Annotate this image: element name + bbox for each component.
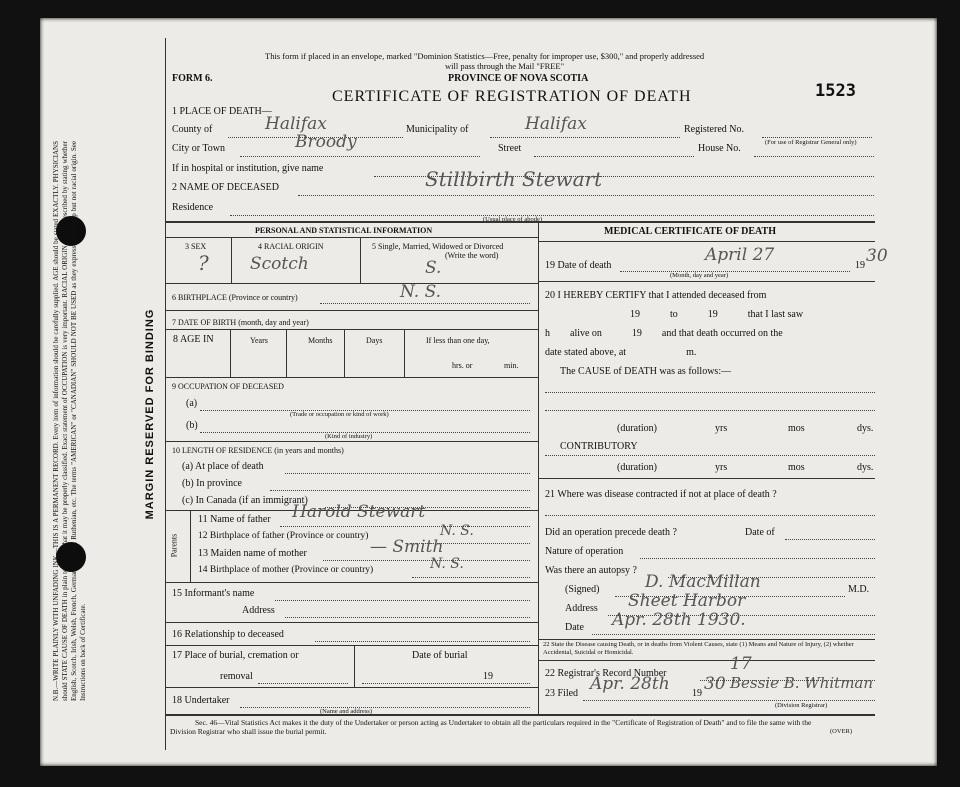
registered-note: (For use of Registrar General only) [765,139,857,146]
operation-date-label: Date of [745,527,775,538]
months-label: Months [308,336,333,345]
marital-label: 5 Single, Married, Widowed or Divorced [372,242,504,251]
mail-notice: This form if placed in an envelope, marked "Dominion Statistics—Free, penalty for improper use, $300," and properly addressed [265,51,705,61]
cause-mos: mos [788,423,805,434]
registrar-signature: Bessie B. Whitman [730,674,874,692]
physician-date-label: Date [565,622,584,633]
certificate-title: CERTIFICATE OF REGISTRATION OF DEATH [332,88,692,105]
record-number-label: 22 Registrar's Record Number [545,668,667,679]
cause-duration: (duration) [617,423,657,434]
filed-label: 23 Filed [545,688,579,699]
street-label: Street [498,143,522,154]
occupation-label: 9 OCCUPATION OF DECEASED [172,382,284,391]
autopsy-label: Was there an autopsy ? [545,565,637,576]
marital-note: (Write the word) [445,251,499,260]
municipality-value: Halifax [525,114,587,134]
hospital-label: If in hospital or institution, give name [172,163,324,174]
hrs-label: hrs. or [452,361,473,370]
relationship-label: 16 Relationship to deceased [172,629,284,640]
racial-origin-label: 4 RACIAL ORIGIN [258,242,324,251]
form-number: FORM 6. [172,73,213,84]
deceased-name-value: Stillbirth Stewart [425,167,603,191]
filed-date-value: Apr. 28th [590,674,670,694]
record-number-value: 17 [730,654,752,674]
burial-date-label: Date of burial [412,650,468,661]
birthplace-label: 6 BIRTHPLACE (Province or country) [172,293,298,302]
deceased-name-label: 2 NAME OF DECEASED [172,182,279,193]
city-value: Broody [295,132,357,152]
burial-year-label: 19 [483,671,493,682]
residence-b: (b) In province [182,478,242,489]
mother-birthplace-label: 14 Birthplace of mother (Province or country) [198,565,374,575]
sex-value: ? [198,251,209,275]
death-year-prefix: 19 [855,260,865,271]
undertaker-label: 18 Undertaker [172,695,230,706]
signed-label: (Signed) [565,584,600,595]
county-label: County of [172,124,213,135]
footer-text: Sec. 46—Vital Statistics Act makes it the duty of the Undertaker or person acting as Undertaker to obtain all the particulars required in the "Certificate of Registration of Death" and to file the same with the Division Registrar who shall issue the burial permit. [170,718,812,736]
residence-note: (Usual place of abode) [483,216,543,223]
operation-label: Did an operation precede death ? [545,527,677,538]
city-label: City or Town [172,143,226,154]
sex-label: 3 SEX [185,242,207,251]
residence-label: Residence [172,202,214,213]
occupation-b: (b) [186,420,198,431]
margin-binding-label: MARGIN RESERVED FOR BINDING [144,308,156,520]
mother-birthplace-value: N. S. [430,556,464,572]
physician-address-label: Address [565,603,598,614]
cause-of-death-label: The CAUSE of DEATH was as follows:— [560,366,732,377]
registrar-note: (Division Registrar) [775,702,828,709]
disease-contracted-label: 21 Where was disease contracted if not at place of death ? [545,489,777,500]
father-name-value: Harold Stewart [292,502,426,522]
contributory-mos: mos [788,462,805,473]
filed-year-value: 30 [704,674,726,694]
date-of-death-label: 19 Date of death [545,260,612,271]
certificate-page [40,18,937,766]
father-birthplace-value: N. S. [440,523,474,539]
physician-date-value: Apr. 28th 1930. [612,610,746,630]
margin-instructions: N.B.—WRITE PLAINLY WITH UNFADING INK—THIS IS A PERMANENT RECORD. Every item of information should be carefully supplied. AGE should be stated EXACTLY. PHYSICIANS should STATE CAUSE OF DEATH in plain terms, so that it may be properly classified. Exact statement of OCCUPATION is very important. RACIAL ORIGIN will be described by stating whether English, Scotch, Irish, Welsh, French, German, Russian, Ruthenian, etc. The terms "AMERICAN" or "CANADIAN" SHOULD NOT BE USED as they express citizenship but not racial origin. See Instructions on back of Certificate. [52,141,87,701]
contributory-duration: (duration) [617,462,657,473]
date-of-death-value: April 27 [705,245,775,265]
marital-value: S. [425,258,442,278]
attended-dates-text: 19 to 19 that I last saw [630,309,804,320]
house-label: House No. [698,143,741,154]
personal-heading: PERSONAL AND STATISTICAL INFORMATION [255,226,433,235]
date-stated-text: date stated above, at m. [545,347,697,358]
operation-nature-label: Nature of operation [545,546,624,557]
years-label: Years [250,336,268,345]
q22-instructions: 22 State the Disease causing Death, or in deaths from Violent Causes, state (1) Means and Nature of Injury, (2) whether Accidental, Suicidal or Homicidal. [543,641,854,656]
mother-name-label: 13 Maiden name of mother [198,548,307,559]
physician-signature: D. MacMillan [645,572,761,592]
contributory-dys: dys. [857,462,874,473]
occupation-b-note: (Kind of industry) [325,433,373,440]
residence-c: (c) In Canada (if an immigrant) [182,495,308,506]
birthplace-value: N. S. [400,282,442,302]
certify-text: 20 I HEREBY CERTIFY that I attended deceased from [545,290,767,301]
cause-yrs: yrs [715,423,728,434]
md-label: M.D. [848,584,870,595]
province-label: PROVINCE OF NOVA SCOTIA [448,73,589,84]
cause-dys: dys. [857,423,874,434]
father-birthplace-label: 12 Birthplace of father (Province or country) [198,531,369,541]
less-than-day-label: If less than one day, [426,336,490,345]
informant-label: 15 Informant's name [172,588,255,599]
removal-label: removal [220,671,253,682]
place-of-death-label: 1 PLACE OF DEATH— [172,106,272,117]
contributory-label: CONTRIBUTORY [560,441,638,452]
burial-place-label: 17 Place of burial, cremation or [172,650,299,661]
county-value: Halifax [265,114,327,134]
certificate-number: 1523 [815,81,856,101]
mail-notice-2: will pass through the Mail "FREE" [445,61,565,71]
over-label: (OVER) [830,728,853,735]
father-name-label: 11 Name of father [198,514,271,525]
age-label: 8 AGE IN [173,334,214,345]
occupation-a-note: (Trade or occupation or kind of work) [290,411,389,418]
racial-origin-value: Scotch [250,254,309,274]
filed-year-prefix: 19 [692,688,702,699]
physician-address-value: Sheet Harbor [628,591,746,611]
residence-length-label: 10 LENGTH OF RESIDENCE (in years and months) [172,446,344,455]
municipality-label: Municipality of [406,124,469,135]
alive-on-text: h alive on 19 and that death occurred on the [545,328,783,339]
undertaker-note: (Name and address) [320,708,372,715]
medical-heading: MEDICAL CERTIFICATE OF DEATH [604,226,776,237]
dob-label: 7 DATE OF BIRTH (month, day and year) [172,318,309,327]
mother-name-value: — Smith [370,537,444,557]
death-year-value: 30 [866,246,888,266]
contributory-yrs: yrs [715,462,728,473]
registered-label: Registered No. [684,124,744,135]
date-of-death-note: (Month, day and year) [670,272,729,279]
informant-address-label: Address [242,605,275,616]
occupation-a: (a) [186,398,198,409]
min-label: min. [504,361,519,370]
parents-label: Parents [169,533,179,558]
days-label: Days [366,336,383,345]
residence-a: (a) At place of death [182,461,264,472]
